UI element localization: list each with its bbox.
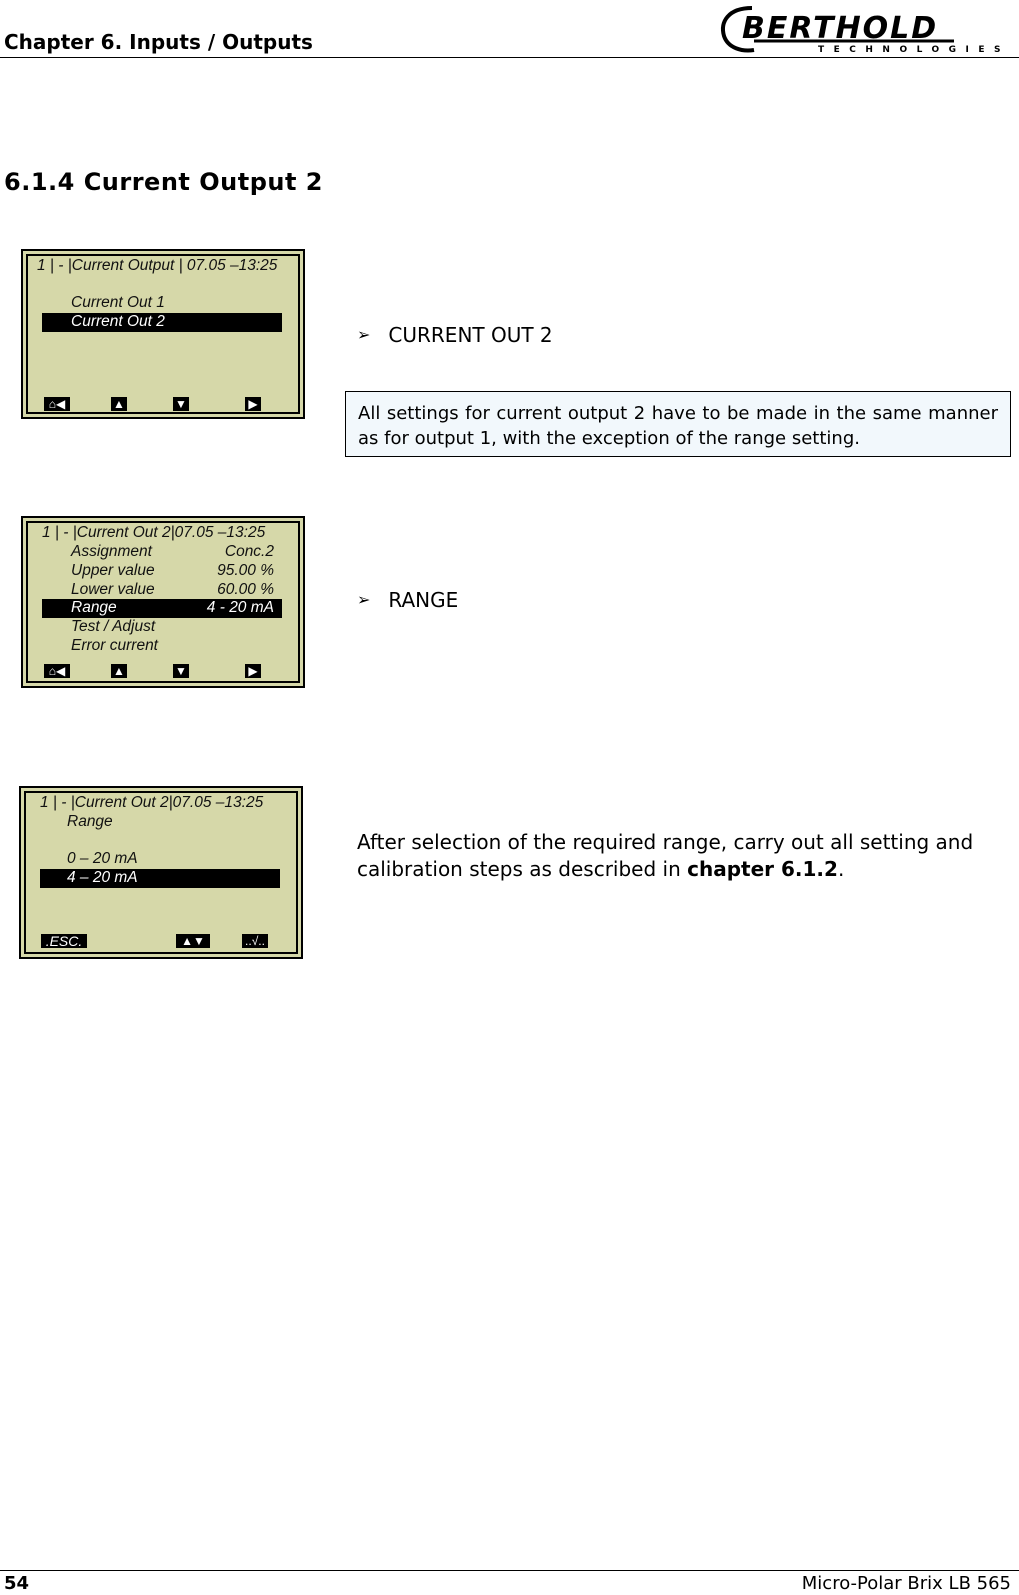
param-row-range[interactable]: Range 4 - 20 mA	[42, 599, 282, 618]
range-option-4-20[interactable]: 4 – 20 mA	[40, 869, 280, 888]
lcd-screen-current-output	[21, 249, 305, 419]
param-row-assignment[interactable]: Assignment Conc.2	[71, 543, 274, 560]
param-row-error-current[interactable]: Error current	[71, 637, 158, 654]
lcd-status-line: 1 | - |Current Out 2|07.05 –13:25	[42, 524, 266, 541]
lcd-status-line: 1 | - |Current Out 2|07.05 –13:25	[40, 794, 264, 811]
lcd-status-line: 1 | - |Current Output | 07.05 –13:25	[37, 257, 278, 274]
svg-text:BERTHOLD: BERTHOLD	[742, 11, 939, 46]
page-number: 54	[4, 1573, 30, 1594]
chapter-reference: chapter 6.1.2	[687, 857, 838, 881]
up-softkey[interactable]: ▲	[111, 397, 127, 411]
right-softkey[interactable]: ▶	[245, 397, 261, 411]
home-left-softkey[interactable]: ⌂◀	[44, 397, 70, 411]
lcd-screen-range-select	[19, 786, 303, 959]
arrow-bullet-icon: ➢	[357, 325, 371, 344]
param-row-upper-value[interactable]: Upper value 95.00 %	[71, 562, 274, 579]
section-title: 6.1.4 Current Output 2	[4, 168, 324, 196]
param-row-lower-value[interactable]: Lower value 60.00 %	[71, 581, 274, 598]
menu-item-current-out-1[interactable]: Current Out 1	[71, 294, 165, 311]
bullet-current-out-2: ➢ CURRENT OUT 2	[357, 323, 553, 347]
note-box: All settings for current output 2 have to be made in the same manner as for output 1, with the exception of the range setting.	[345, 391, 1011, 457]
esc-softkey[interactable]: .ESC.	[41, 934, 87, 948]
menu-item-current-out-2[interactable]: Current Out 2	[42, 313, 282, 332]
range-option-0-20[interactable]: 0 – 20 mA	[67, 850, 138, 867]
down-softkey[interactable]: ▼	[173, 664, 189, 678]
product-name: Micro-Polar Brix LB 565	[801, 1573, 1011, 1594]
up-down-softkey[interactable]: ▲▼	[176, 934, 210, 948]
footer-rule	[0, 1570, 1019, 1571]
lcd-screen-current-out-2	[21, 516, 305, 688]
home-left-softkey[interactable]: ⌂◀	[44, 664, 70, 678]
param-row-test-adjust[interactable]: Test / Adjust	[71, 618, 156, 635]
up-softkey[interactable]: ▲	[111, 664, 127, 678]
down-softkey[interactable]: ▼	[173, 397, 189, 411]
lcd-range-heading: Range	[67, 813, 113, 830]
right-softkey[interactable]: ▶	[245, 664, 261, 678]
bullet-range: ➢ RANGE	[357, 588, 459, 612]
header-rule	[0, 57, 1019, 58]
svg-text:TECHNOLOGIES: TECHNOLOGIES	[818, 45, 1011, 55]
chapter-title: Chapter 6. Inputs / Outputs	[4, 30, 313, 54]
berthold-logo	[718, 2, 1016, 56]
arrow-bullet-icon: ➢	[357, 590, 371, 609]
instruction-paragraph: After selection of the required range, carry out all setting and calibration steps as described in chapter 6.1.2.	[357, 830, 974, 881]
ok-softkey[interactable]: ..√..	[242, 934, 268, 948]
